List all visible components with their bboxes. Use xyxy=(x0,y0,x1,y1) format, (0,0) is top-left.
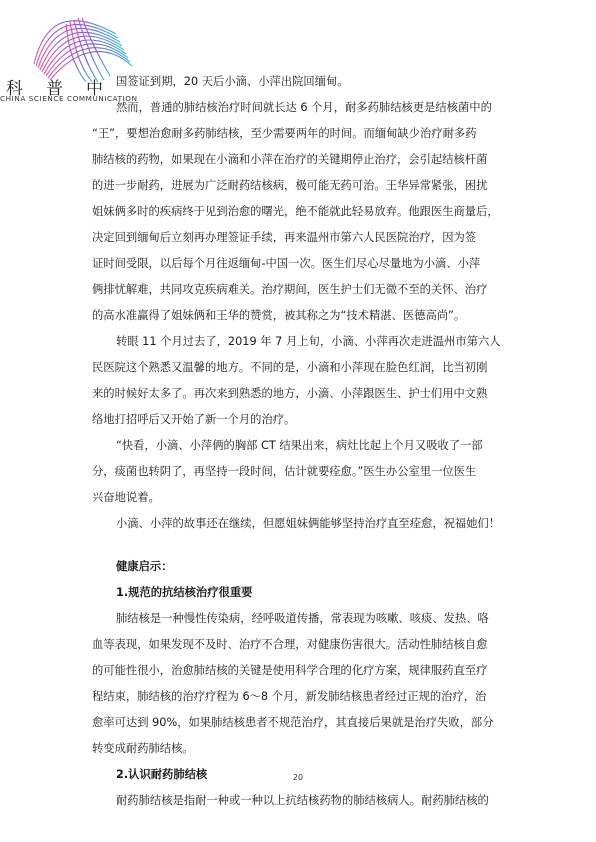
paragraph-line: 决定回到缅甸后立刻再办理签证手续，再来温州市第六人民医院治疗，因为签 xyxy=(92,231,477,244)
paragraph-line: “王”，要想治愈耐多药肺结核，至少需要两年的时间。而缅甸缺少治疗耐多药 xyxy=(92,127,477,140)
section-2-text: 耐药肺结核是指耐一种或一种以上抗结核药物的肺结核病人。耐药肺结核的 xyxy=(116,794,489,807)
paragraph-line: 转变成耐药肺结核。 xyxy=(92,742,194,755)
logo-char-1: 科 xyxy=(6,79,23,99)
paragraph-line: 血等表现，如果发现不及时、治疗不合理，对健康伤害很大。活动性肺结核自愈 xyxy=(92,638,488,651)
paragraph-line: 然而，普通的肺结核治疗时间就长达 6 个月，耐多药肺结核更是结核菌中的 xyxy=(116,101,492,114)
paragraph-line: 来的时候好太多了。再次来到熟悉的地方，小滴、小萍跟医生、护士们用中文熟 xyxy=(92,387,488,400)
section-2-title: 2.认识耐药肺结核 xyxy=(116,768,208,781)
section-1-title: 1.规范的抗结核治疗很重要 xyxy=(116,586,253,599)
paragraph-line: 兴奋地说着。 xyxy=(92,491,160,504)
paragraph-line: 姐妹俩多时的疾病终于见到治愈的曙光，绝不能就此轻易放弃。他跟医生商量后， xyxy=(92,205,499,218)
paragraph-line: 络地打招呼后又开始了新一个月的治疗。 xyxy=(92,413,296,426)
logo-char-3: 中 xyxy=(86,79,103,99)
paragraph-line: 俩排忧解难，共同攻克疾病难关。治疗期间，医生护士们无微不至的关怀、治疗 xyxy=(92,283,488,296)
page-number: 20 xyxy=(292,773,304,782)
logo-char-2: 普 xyxy=(46,79,63,99)
paragraph-line: 愈率可达到 90%，如果肺结核患者不规范治疗，其直接后果就是治疗失败，部分 xyxy=(92,716,494,729)
paragraph-line: 的高水准赢得了姐妹俩和王华的赞赏，被其称之为“技术精湛、医德高尚”。 xyxy=(92,309,466,322)
paragraph-line: 肺结核是一种慢性传染病，经呼吸道传播，常表现为咳嗽、咳痰、发热、咯 xyxy=(116,612,489,625)
logo-subtitle: CHINA SCIENCE COMMUNICATION xyxy=(0,94,138,103)
paragraph-line: 民医院这个熟悉又温馨的地方。不同的是，小滴和小萍现在脸色红润，比当初刚 xyxy=(92,361,488,374)
paragraph-line: 程结束，肺结核的治疗疗程为 6～8 个月，新发肺结核患者经过正规的治疗，治 xyxy=(92,690,487,703)
first-line: 国签证到期，20 天后小滴、小萍出院回缅甸。 xyxy=(116,75,349,88)
health-title: 健康启示： xyxy=(116,560,173,573)
paragraph-line: 转眼 11 个月过去了，2019 年 7 月上旬，小滴、小萍再次走进温州市第六人 xyxy=(116,335,501,348)
paragraph-4: 小滴、小萍的故事还在继续，但愿姐妹俩能够坚持治疗直至痊愈，祝福她们！ xyxy=(116,517,501,530)
paragraph-line: 肺结核的药物，如果现在小滴和小萍在治疗的关键期停止治疗，会引起结核杆菌 xyxy=(92,153,488,166)
paragraph-line: 的可能性很小，治愈肺结核的关键是使用科学合理的化疗方案，规律服药直至疗 xyxy=(92,664,488,677)
paragraph-line: 证时间受限，以后每个月往返缅甸-中国一次。医生们尽心尽量地为小滴、小萍 xyxy=(92,257,481,270)
paragraph-line: “快看，小滴、小萍俩的胸部 CT 结果出来，病灶比起上个月又吸收了一部 xyxy=(116,439,483,452)
paragraph-line: 分，痰菌也转阴了，再坚持一段时间，估计就要痊愈。”医生办公室里一位医生 xyxy=(92,465,477,478)
paragraph-line: 的进一步耐药，进展为广泛耐药结核病，极可能无药可治。王华异常紧张，困扰 xyxy=(92,179,488,192)
